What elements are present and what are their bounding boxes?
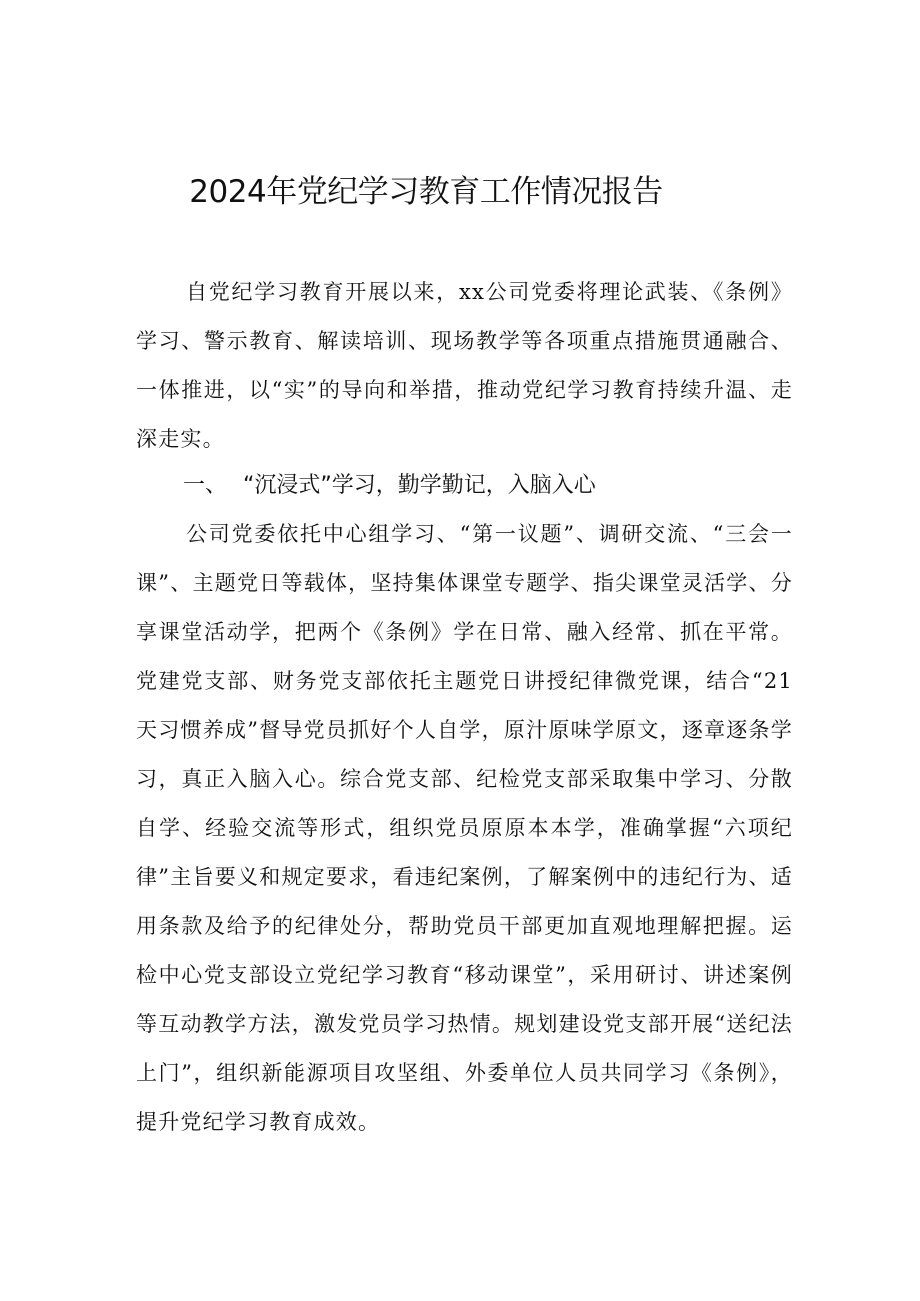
section-body-paragraph: 公司党委依托中心组学习、“第一议题”、调研交流、“三会一课”、主题党日等载体，坚持集体课堂专题学、指尖课堂灵活学、分享课堂活动学，把两个《条例》学在日常、融入经常、抓在平常。党建党支部、财务党支部依托主题党日讲授纪律微党课，结合“21天习惯养成”督导党员抓好个人自学，原汁原味学原文，逐章逐条学习，真正入脑入心。综合党支部、纪检党支部采取集中学习、分散自学、经验交流等形式，组织党员原原本本学，准确掌握“六项纪律”主旨要义和规定要求，看违纪案例，了解案例中的违纪行为、适用条款及给予的纪律处分，帮助党员干部更加直观地理解把握。运检中心党支部设立党纪学习教育“移动课堂”，采用研讨、讲述案例等互动教学方法，激发党员学习热情。规划建设党支部开展“送纪法上门”，组织新能源项目攻坚组、外委单位人员共同学习《条例》，提升党纪学习教育成效。 <box>136 522 793 1134</box>
document-title: 2024年党纪学习教育工作情况报告 <box>189 174 663 210</box>
section-heading-text: “沉浸式”学习，勤学勤记，入脑入心 <box>243 473 596 498</box>
section-heading <box>183 466 596 506</box>
intro-paragraph: 自党纪学习教育开展以来，xx公司党委将理论武装、《条例》学习、警示教育、解读培训、现场教学等各项重点措施贯通融合、一体推进，以“实”的导向和举措，推动党纪学习教育持续升温、走深走实。 <box>136 280 793 451</box>
section-number: 一、 <box>183 473 228 498</box>
